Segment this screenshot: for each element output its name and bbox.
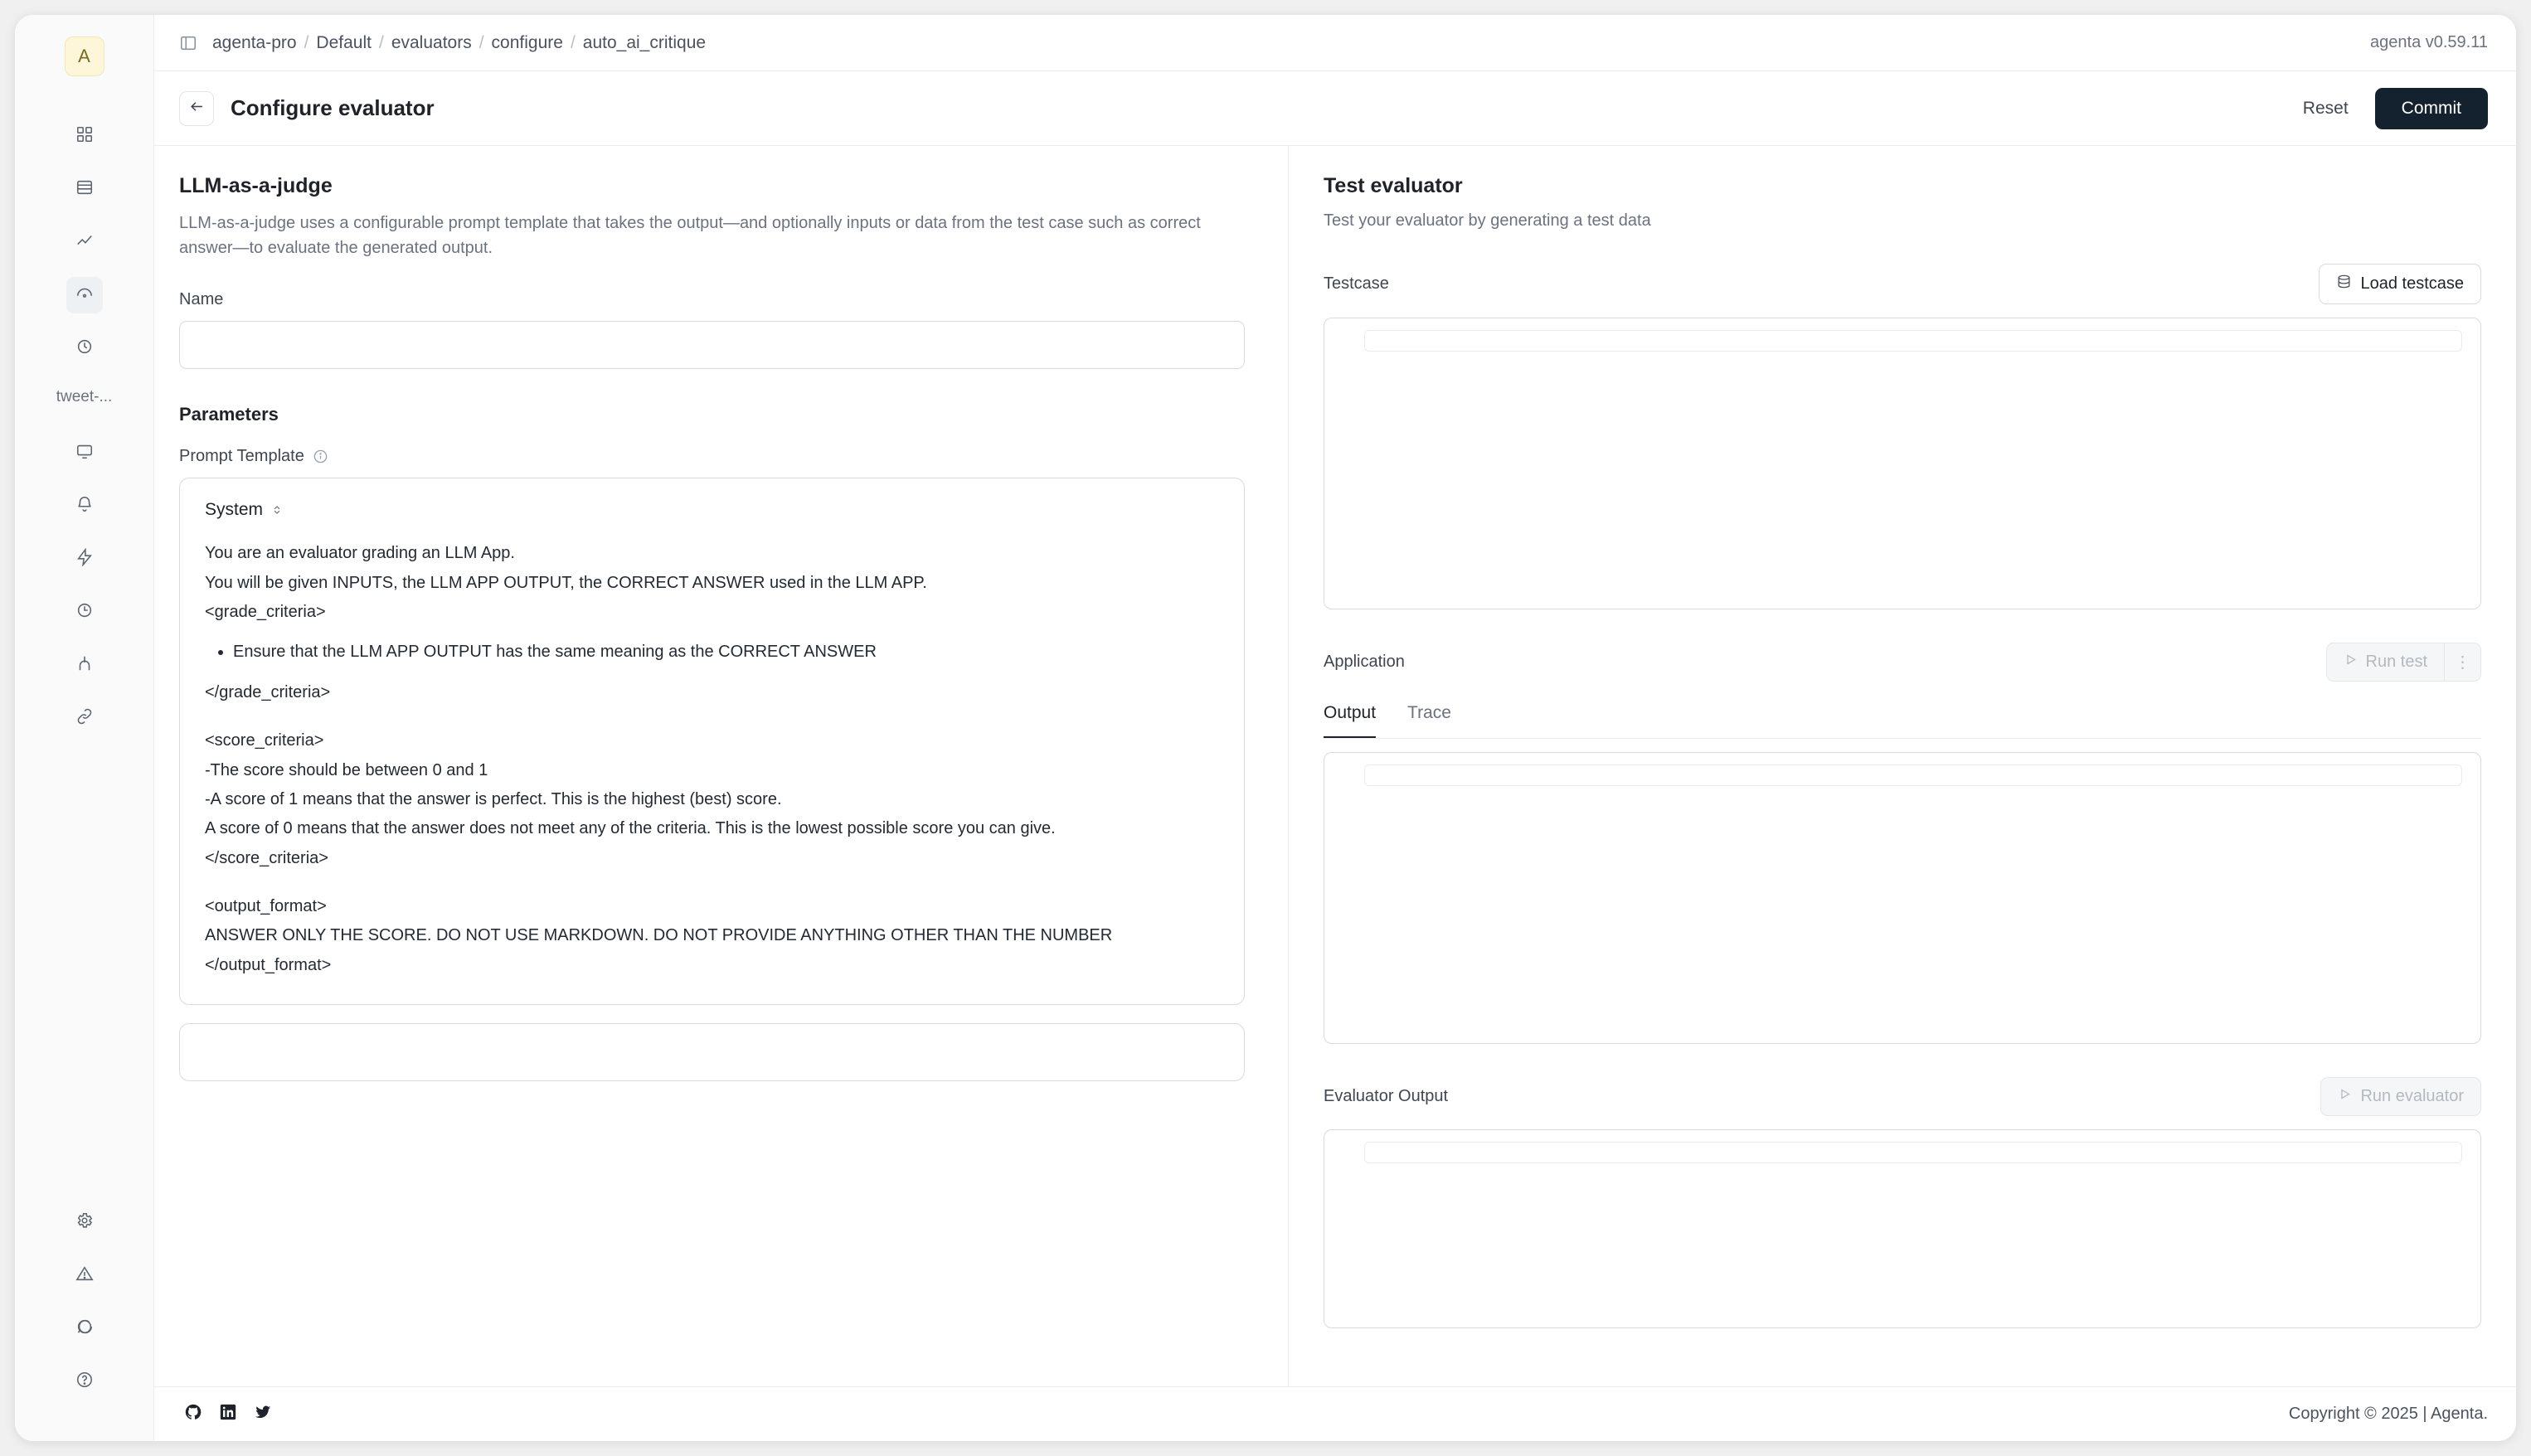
- prompt-template-label-row: [179, 447, 1245, 466]
- help-icon: [75, 1371, 94, 1393]
- observability-icon: [75, 231, 94, 254]
- sidebar-item-alerts[interactable]: [66, 488, 103, 524]
- sidebar-item-variants[interactable]: [66, 647, 103, 683]
- prompt-line: You will be given INPUTS, the LLM APP OUTPUT, the CORRECT ANSWER used in the LLM APP.: [205, 573, 927, 592]
- topbar: [154, 15, 2516, 71]
- sidebar-item-evaluations[interactable]: [66, 330, 103, 366]
- testcase-row: [1324, 264, 2481, 304]
- integrations-icon: [75, 707, 94, 730]
- reset-button[interactable]: Reset: [2295, 92, 2357, 125]
- run-evaluator-button[interactable]: [2320, 1077, 2481, 1116]
- app-version: agenta v0.59.11: [2370, 33, 2488, 51]
- footer: [154, 1386, 2516, 1441]
- prompt-template-editor-secondary[interactable]: [179, 1023, 1245, 1081]
- run-test-menu-icon[interactable]: ⋮: [2445, 643, 2481, 682]
- prompt-line: You are an evaluator grading an LLM App.: [205, 544, 515, 563]
- breadcrumb-separator: /: [378, 32, 384, 52]
- play-icon: [2338, 1087, 2352, 1106]
- prompt-template-label: Prompt Template: [179, 447, 304, 466]
- evaluator-output-label: Evaluator Output: [1324, 1087, 1449, 1105]
- sidebar-item-settings[interactable]: [66, 1204, 103, 1240]
- test-evaluator-title: Test evaluator: [1324, 174, 1463, 197]
- panel-toggle-icon[interactable]: [179, 34, 197, 52]
- application-label: Application: [1324, 653, 1405, 671]
- page-header: [154, 71, 2516, 146]
- evaluators-icon: [75, 284, 94, 307]
- twitter-icon[interactable]: [254, 1403, 272, 1425]
- sidebar-item-observability[interactable]: [66, 224, 103, 260]
- application-row: [1324, 643, 2481, 682]
- alerts-icon: [75, 495, 94, 517]
- sidebar-item-help[interactable]: [66, 1363, 103, 1400]
- breadcrumb-separator: /: [479, 32, 484, 52]
- sidebar-item-warnings[interactable]: [66, 1257, 103, 1293]
- database-icon: [2336, 274, 2352, 294]
- sidebar-bottom: [66, 1204, 103, 1441]
- test-evaluator-pane: [1289, 146, 2516, 1386]
- load-testcase-button[interactable]: [2319, 264, 2481, 304]
- playground-icon: [75, 548, 94, 570]
- page-title: Configure evaluator: [231, 95, 435, 120]
- main-content: [154, 15, 2516, 1441]
- sidebar-item-overview[interactable]: [66, 434, 103, 471]
- breadcrumb: [212, 33, 706, 53]
- name-input[interactable]: [179, 321, 1245, 369]
- avatar[interactable]: [65, 36, 104, 76]
- prompt-bullet-list: [233, 638, 1219, 665]
- testcase-editor-line: [1364, 330, 2462, 352]
- prompt-line: <score_criteria>: [205, 731, 324, 750]
- application-tabs: [1324, 703, 2481, 739]
- copyright-text: Copyright © 2025 | Agenta.: [2288, 1405, 2488, 1423]
- workspace-label[interactable]: tweet-...: [56, 388, 113, 405]
- output-editor-line: [1364, 764, 2462, 786]
- run-test-button[interactable]: [2326, 643, 2445, 682]
- prompt-line: </output_format>: [205, 955, 332, 974]
- sidebar-item-testsets[interactable]: [66, 171, 103, 207]
- parameters-heading: Parameters: [179, 404, 279, 425]
- prompt-role-selector[interactable]: [205, 500, 1219, 520]
- testcase-label: Testcase: [1324, 274, 1389, 293]
- prompt-role-label: System: [205, 500, 264, 520]
- avatar-letter: A: [78, 46, 90, 66]
- header-actions: [2295, 88, 2488, 129]
- prompt-line: -A score of 1 means that the answer is perfect. This is the highest (best) score.: [205, 789, 782, 808]
- prompt-template-text: [205, 540, 1219, 978]
- sidebar-item-integrations[interactable]: [66, 700, 103, 736]
- content-split: [154, 146, 2516, 1386]
- arrow-left-icon: [189, 99, 205, 119]
- evaluator-config-pane: [154, 146, 1289, 1386]
- output-editor[interactable]: [1324, 752, 2481, 1044]
- prompt-line: <grade_criteria>: [205, 602, 326, 621]
- testsets-icon: [75, 178, 94, 201]
- apps-icon: [75, 125, 94, 148]
- tab-output[interactable]: Output: [1324, 703, 1376, 738]
- evaluator-output-editor-line: [1364, 1142, 2462, 1163]
- evaluator-description: LLM-as-a-judge uses a configurable prompt template that takes the output—and optionally inputs or data from the test case such as correct answer—to evaluate the generated output.: [179, 214, 1201, 257]
- breadcrumb-separator: /: [570, 32, 576, 52]
- breadcrumb-item-1[interactable]: Default: [316, 32, 372, 52]
- prompt-template-editor[interactable]: [179, 478, 1245, 1005]
- evaluator-output-row: [1324, 1077, 2481, 1116]
- test-evaluator-description: Test your evaluator by generating a test data: [1324, 211, 1651, 230]
- sidebar-item-evaluators[interactable]: [66, 277, 103, 313]
- prompt-line: </grade_criteria>: [205, 682, 331, 701]
- info-icon[interactable]: [313, 449, 328, 464]
- prompt-line: -The score should be between 0 and 1: [205, 760, 488, 779]
- sidebar-item-apps[interactable]: [66, 118, 103, 154]
- gear-icon: [75, 1211, 94, 1234]
- run-test-label: Run test: [2365, 653, 2427, 671]
- prompt-line: <output_format>: [205, 897, 327, 916]
- warning-icon: [75, 1264, 94, 1287]
- overview-icon: [75, 442, 94, 464]
- breadcrumb-item-4[interactable]: auto_ai_critique: [582, 32, 707, 52]
- prompt-bullet-item: • Ensure that the LLM APP OUTPUT has the same meaning as the CORRECT ANSWER: [233, 638, 1219, 665]
- name-label: Name: [179, 290, 224, 309]
- tab-trace[interactable]: Trace: [1407, 703, 1451, 722]
- breadcrumb-item-3[interactable]: configure: [491, 32, 563, 52]
- sidebar-item-support-chat[interactable]: [66, 1310, 103, 1347]
- chat-icon: [75, 1318, 94, 1340]
- evaluator-output-editor[interactable]: [1324, 1129, 2481, 1328]
- load-testcase-label: Load testcase: [2360, 274, 2464, 293]
- sidebar-item-deployments[interactable]: [66, 594, 103, 630]
- breadcrumb-item-2[interactable]: evaluators: [391, 32, 472, 52]
- evaluations-icon: [75, 337, 94, 360]
- back-button[interactable]: [179, 91, 214, 126]
- sidebar-item-playground[interactable]: [66, 541, 103, 577]
- sidebar: [15, 15, 154, 1441]
- play-icon: [2344, 653, 2358, 672]
- run-evaluator-label: Run evaluator: [2360, 1087, 2464, 1105]
- testcase-editor[interactable]: [1324, 318, 2481, 609]
- app-window: [15, 15, 2516, 1441]
- github-icon[interactable]: [184, 1403, 202, 1425]
- breadcrumb-item-0[interactable]: agenta-pro: [212, 32, 297, 52]
- prompt-line: A score of 0 means that the answer does not meet any of the criteria. This is the lowest possible score you can give.: [205, 819, 1056, 838]
- footer-social-links: [154, 1403, 294, 1425]
- commit-button[interactable]: Commit: [2375, 88, 2488, 129]
- prompt-line: </score_criteria>: [205, 848, 328, 867]
- prompt-line: ANSWER ONLY THE SCORE. DO NOT USE MARKDOWN. DO NOT PROVIDE ANYTHING OTHER THAN THE NUMBER: [205, 926, 1113, 945]
- run-test-split-button: [2326, 643, 2481, 682]
- linkedin-icon[interactable]: [219, 1403, 237, 1425]
- breadcrumb-separator: /: [304, 32, 309, 52]
- deployments-icon: [75, 601, 94, 624]
- variants-icon: [75, 654, 94, 677]
- evaluator-type-title: LLM-as-a-judge: [179, 174, 333, 197]
- chevron-updown-icon: [271, 502, 283, 517]
